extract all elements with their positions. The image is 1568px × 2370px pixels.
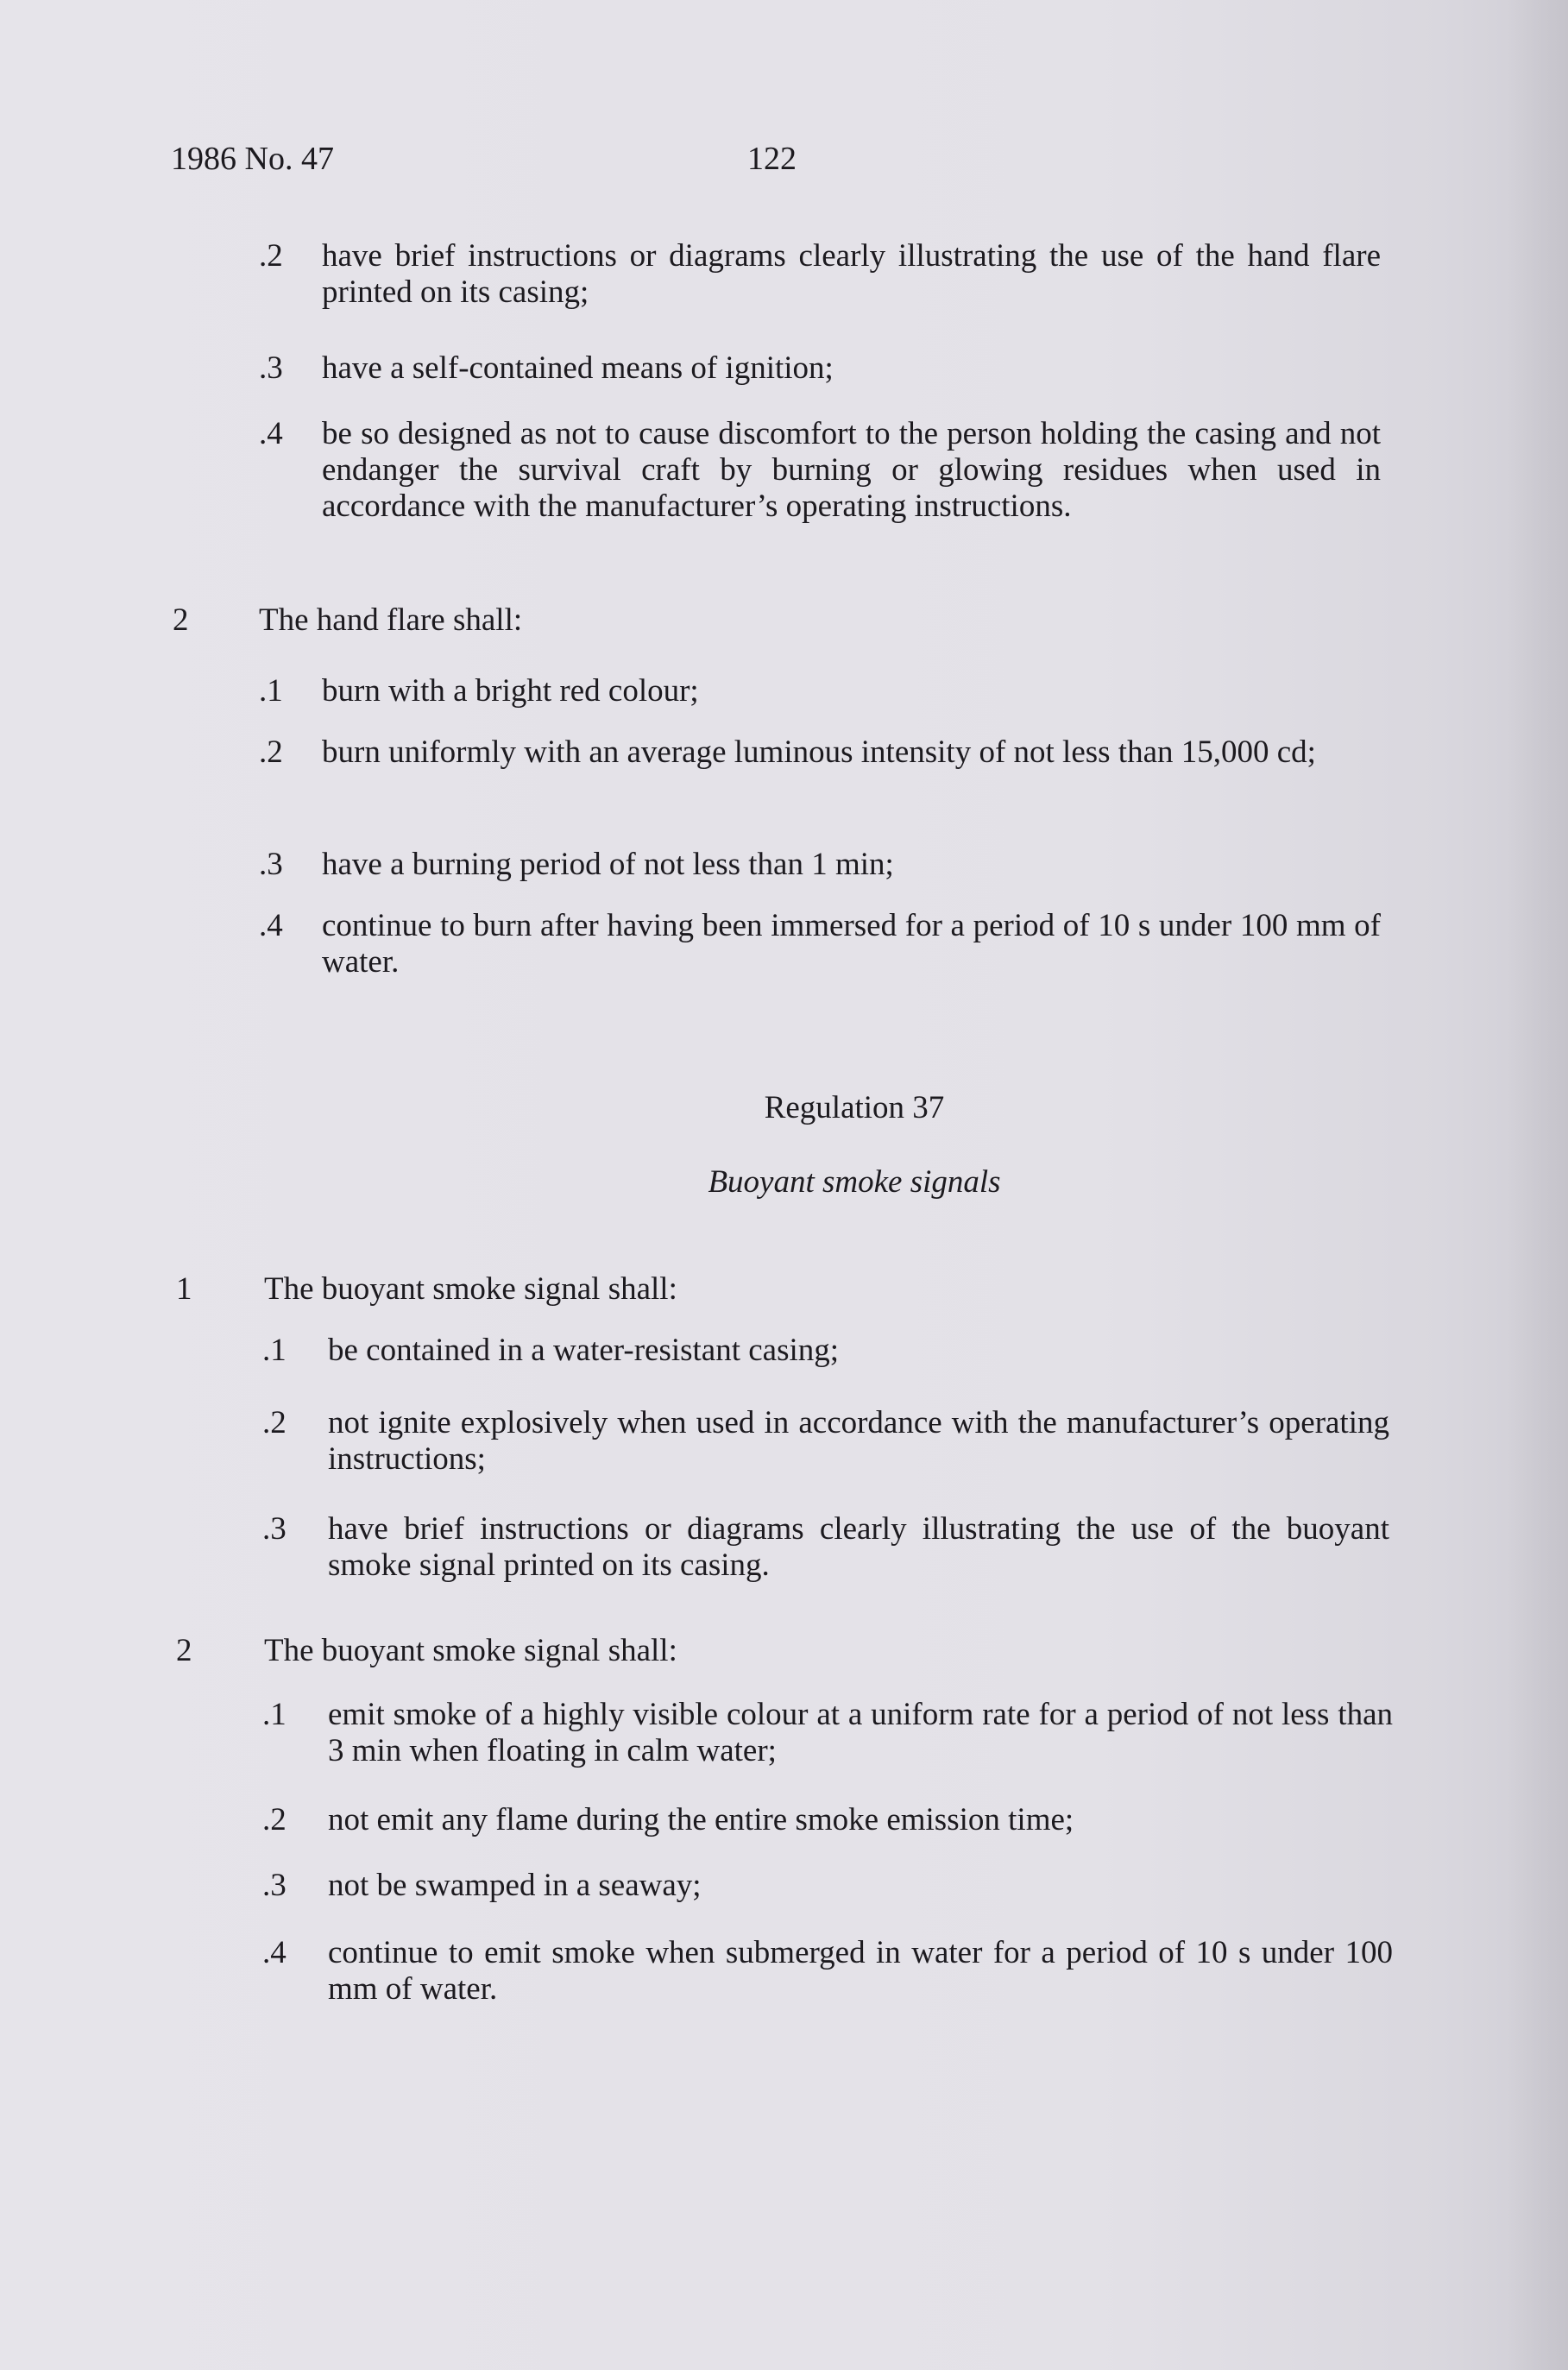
item-number: .3: [259, 847, 283, 882]
item-number: .4: [259, 908, 283, 943]
paragraph-number: 2: [173, 602, 189, 638]
paragraph-text: The buoyant smoke signal shall:: [264, 1633, 677, 1668]
item-number: .3: [259, 350, 283, 386]
list-item: [262, 1802, 1393, 1838]
item-number: .3: [262, 1868, 287, 1903]
item-text: not ignite explosively when used in accordance with the manufacturer’s operating instructions;: [328, 1405, 1389, 1477]
item-text: continue to burn after having been immersed for a period of 10 s under 100 mm of water.: [322, 908, 1381, 980]
list-item: [259, 908, 1381, 980]
item-text: emit smoke of a highly visible colour at a uniform rate for a period of not less than 3 min when floating in calm water;: [328, 1697, 1393, 1768]
item-text: be contained in a water-resistant casing;: [328, 1333, 840, 1368]
item-number: .1: [259, 673, 283, 709]
item-number: .4: [259, 416, 283, 451]
page-number: 122: [747, 141, 797, 177]
paragraph-number: 2: [176, 1633, 192, 1668]
item-number: .2: [262, 1802, 287, 1837]
item-text: burn with a bright red colour;: [322, 673, 699, 709]
item-text: not emit any flame during the entire smoke emission time;: [328, 1802, 1074, 1837]
document-reference: 1986 No. 47: [171, 141, 334, 177]
list-item: [262, 1697, 1393, 1769]
item-number: .1: [262, 1333, 287, 1368]
list-item: [259, 416, 1381, 525]
item-number: .2: [262, 1405, 287, 1440]
item-text: have brief instructions or diagrams clearly illustrating the use of the buoyant smoke signal printed on its casing.: [328, 1511, 1389, 1583]
item-number: .2: [259, 734, 283, 770]
item-text: have brief instructions or diagrams clearly illustrating the use of the hand flare printed on its casing;: [322, 238, 1381, 310]
list-item: [262, 1333, 1389, 1369]
list-item: [259, 238, 1381, 311]
page-edge-shadow: [1508, 0, 1568, 2370]
item-text: have a self-contained means of ignition;: [322, 350, 834, 386]
list-item: [262, 1405, 1389, 1478]
list-item: [259, 847, 1381, 883]
item-number: .2: [259, 238, 283, 274]
list-item: [259, 350, 1381, 387]
list-item: [262, 1511, 1389, 1584]
regulation-subtitle: Buoyant smoke signals: [708, 1164, 1001, 1200]
item-number: .4: [262, 1935, 287, 1970]
item-number: .1: [262, 1697, 287, 1732]
item-number: .3: [262, 1511, 287, 1547]
item-text: not be swamped in a seaway;: [328, 1868, 702, 1903]
list-item: [259, 734, 1381, 771]
item-text: have a burning period of not less than 1 min;: [322, 847, 894, 882]
list-item: [262, 1935, 1393, 2008]
item-text: be so designed as not to cause discomfort to the person holding the casing and not endanger the survival craft by burning or glowing residues when used in accordance with the manufacturer’s operating instructions.: [322, 416, 1381, 524]
paragraph-text: The hand flare shall:: [259, 602, 523, 638]
paragraph-number: 1: [176, 1271, 192, 1307]
list-item: [262, 1868, 1393, 1904]
paragraph-text: The buoyant smoke signal shall:: [264, 1271, 677, 1307]
regulation-title: Regulation 37: [764, 1090, 945, 1125]
item-text: burn uniformly with an average luminous intensity of not less than 15,000 cd;: [322, 734, 1316, 770]
list-item: [259, 673, 1381, 709]
item-text: continue to emit smoke when submerged in water for a period of 10 s under 100 mm of water.: [328, 1935, 1393, 2007]
